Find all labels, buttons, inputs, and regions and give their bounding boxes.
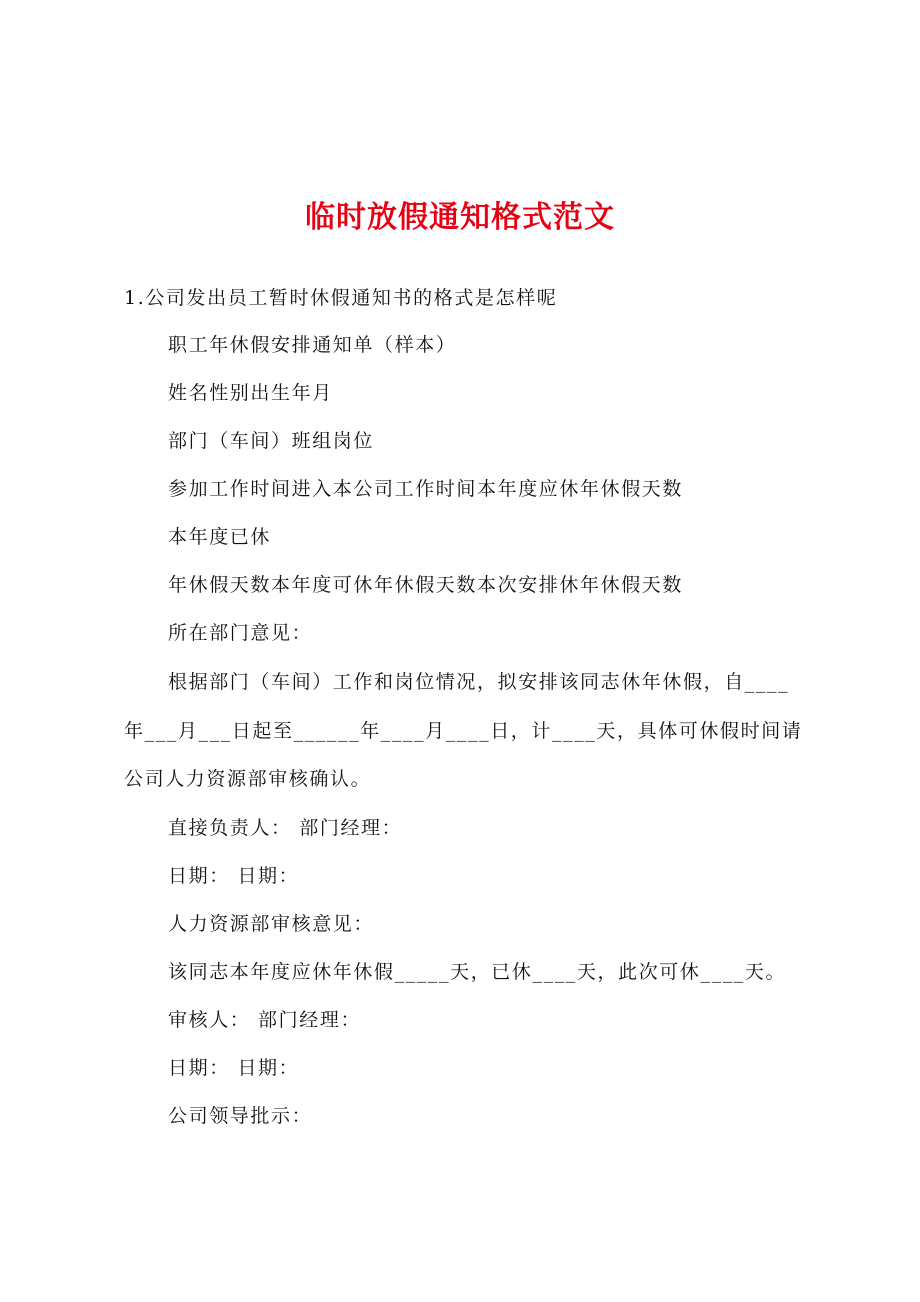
- dept-opinion-text-2: 年___月___日起至______年____月____日，计____天，具体可休假时间请: [124, 720, 803, 742]
- date-line-2: 日期： 日期：: [168, 1057, 300, 1079]
- form-fields-name-line: 姓名性别出生年月: [168, 382, 333, 404]
- form-fields-dept-line: 部门（车间）班组岗位: [168, 430, 375, 452]
- question-heading: 1.公司发出员工暂时休假通知书的格式是怎样呢: [124, 287, 558, 309]
- signers-line-2: 审核人： 部门经理：: [168, 1009, 362, 1031]
- form-title-line: 职工年休假安排通知单（样本）: [168, 334, 457, 356]
- leader-approval-heading: 公司领导批示：: [168, 1105, 313, 1127]
- dept-opinion-heading: 所在部门意见：: [168, 622, 313, 644]
- form-fields-days-line: 年休假天数本年度可休年休假天数本次安排休年休假天数: [168, 574, 684, 596]
- date-line-1: 日期： 日期：: [168, 865, 300, 887]
- hr-opinion-heading: 人力资源部审核意见：: [168, 913, 375, 935]
- form-fields-worktime-line: 参加工作时间进入本公司工作时间本年度应休年休假天数: [168, 478, 684, 500]
- hr-opinion-text: 该同志本年度应休年休假_____天，已休____天，此次可休____天。: [168, 961, 787, 983]
- dept-opinion-text-3: 公司人力资源部审核确认。: [124, 768, 372, 790]
- signers-line-1: 直接负责人： 部门经理：: [168, 817, 403, 839]
- form-fields-taken-line: 本年度已休: [168, 526, 272, 548]
- document-title: 临时放假通知格式范文: [305, 200, 615, 235]
- dept-opinion-text-1: 根据部门（车间）工作和岗位情况，拟安排该同志休年休假，自____: [168, 671, 790, 693]
